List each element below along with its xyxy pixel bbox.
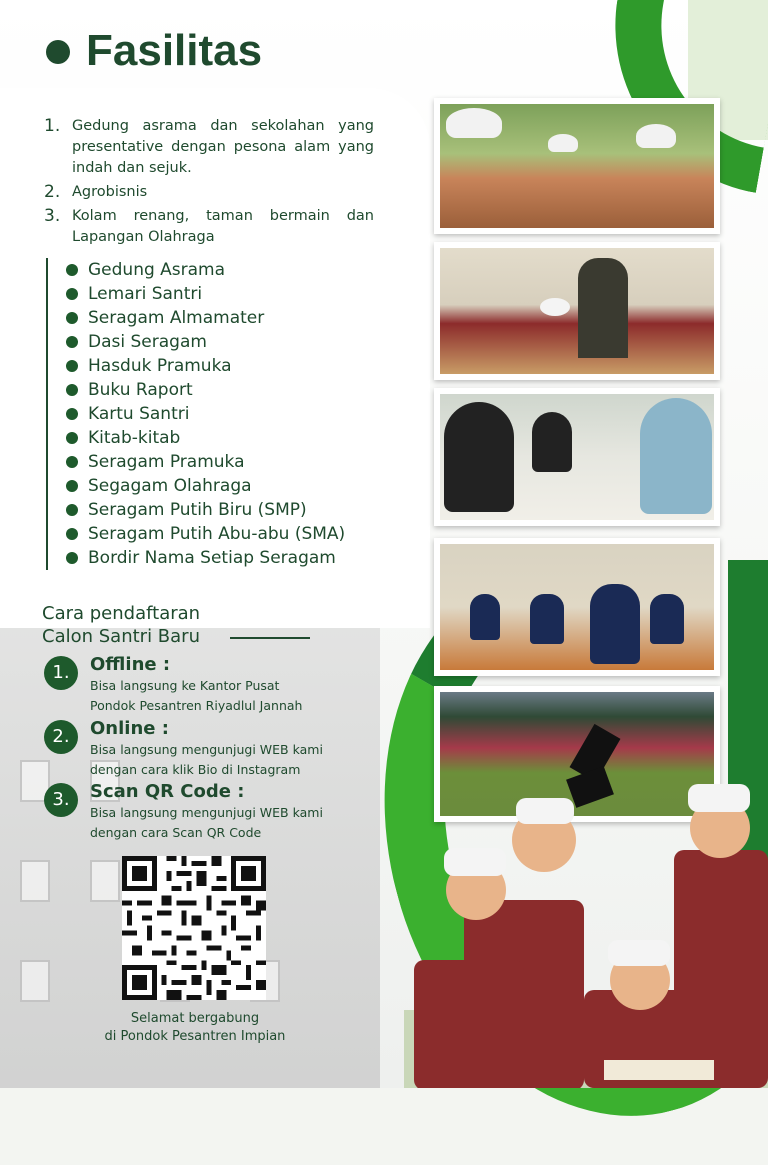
list-item: Buku Raport — [66, 378, 345, 402]
list-number: 3. — [44, 206, 61, 226]
list-item: Seragam Putih Biru (SMP) — [66, 498, 345, 522]
list-item: Segagam Olahraga — [66, 474, 345, 498]
step-number-badge: 3. — [44, 783, 78, 817]
list-item: Kartu Santri — [66, 402, 345, 426]
step-heading: Online : — [90, 718, 169, 739]
page-title: Fasilitas — [86, 26, 263, 75]
welcome-line1: Selamat bergabung — [130, 1011, 260, 1026]
list-item: Hasduk Pramuka — [66, 354, 345, 378]
welcome-line2: di Pondok Pesantren Impian — [104, 1029, 286, 1044]
list-item: Lemari Santri — [66, 282, 345, 306]
step-description-line: Bisa langsung mengunjugi WEB kami — [90, 742, 323, 757]
registration-title-line1: Cara pendaftaran — [42, 603, 201, 624]
photo-classroom-boys — [434, 242, 720, 380]
step-description — [90, 676, 302, 716]
step-description-line: Pondok Pesantren Riyadlul Jannah — [90, 698, 303, 713]
list-item: Seragam Almamater — [66, 306, 345, 330]
title-underline — [230, 637, 310, 639]
list-item: Dasi Seragam — [66, 330, 345, 354]
step-description — [90, 740, 323, 780]
list-item: Seragam Pramuka — [66, 450, 345, 474]
photo-study-girls — [434, 538, 720, 676]
list-number: 1. — [44, 116, 61, 136]
list-item — [44, 116, 374, 179]
facility-numbered-list — [44, 116, 374, 251]
step-description-line: Bisa langsung mengunjugi WEB kami — [90, 805, 323, 820]
step-number-badge: 2. — [44, 720, 78, 754]
step-description — [90, 803, 323, 843]
list-item — [44, 182, 374, 203]
list-number: 2. — [44, 182, 61, 202]
list-item: Bordir Nama Setiap Seragam — [66, 546, 345, 570]
list-item: Seragam Putih Abu-abu (SMA) — [66, 522, 345, 546]
step-heading: Offline : — [90, 654, 171, 675]
list-text: Agrobisnis — [72, 184, 148, 200]
step-number-badge: 1. — [44, 656, 78, 690]
list-item — [44, 206, 374, 248]
photo-scouts — [434, 98, 720, 234]
photo-classroom-girls — [434, 388, 720, 526]
step-description-line: dengan cara Scan QR Code — [90, 825, 262, 840]
registration-title-line2: Calon Santri Baru — [42, 626, 200, 647]
step-heading: Scan QR Code : — [90, 781, 245, 802]
step-description-line: Bisa langsung ke Kantor Pusat — [90, 678, 280, 693]
welcome-message — [60, 1010, 330, 1046]
qr-code-icon[interactable] — [122, 856, 266, 1000]
list-item: Kitab-kitab — [66, 426, 345, 450]
facility-bullet-list — [46, 258, 345, 570]
title-bullet-icon — [46, 40, 70, 64]
list-text: Kolam renang, taman bermain dan Lapangan Olahraga — [72, 208, 374, 245]
step-description-line: dengan cara klik Bio di Instagram — [90, 762, 301, 777]
students-photo — [404, 780, 768, 1088]
list-text: Gedung asrama dan sekolahan yang presentative dengan pesona alam yang indah dan sejuk. — [72, 118, 374, 176]
list-item: Gedung Asrama — [66, 258, 345, 282]
registration-title — [42, 602, 200, 648]
